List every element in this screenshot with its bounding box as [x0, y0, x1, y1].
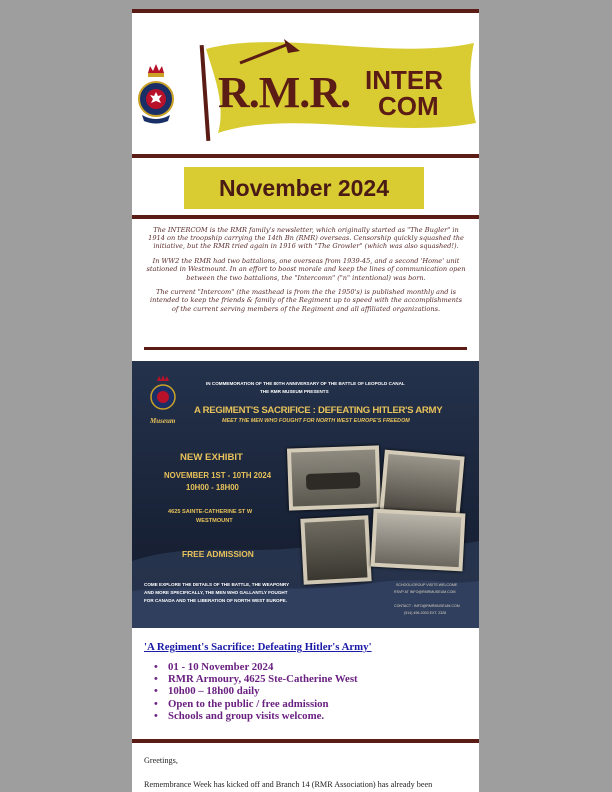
photo-tank [287, 445, 381, 510]
intro-text [146, 226, 466, 319]
masthead [132, 15, 479, 153]
poster-contact-line-3: CONTACT : INFO@RMRMUSEUM.COM [394, 604, 460, 608]
masthead-title-inter: INTER [365, 65, 443, 95]
poster-explore-line-3: FOR CANADA AND THE LIBERATION OF NORTH WEST EUROPE. [144, 598, 287, 603]
exhibit-poster [132, 361, 479, 628]
poster-title: A REGIMENT'S SACRIFICE : DEFEATING HITLER'S ARMY [194, 405, 443, 416]
intro-paragraph-2: In WW2 the RMR had two battalions, one overseas from 1939-45, and a second 'Home' unit stationed in Westmount. In an effort to boost morale and keep the lines of communication open between the two battalions, the "Intercomn" ("n" intentional) was born. [146, 257, 466, 282]
event-detail-dates: • 01 - 10 November 2024 [154, 661, 358, 673]
issue-month-banner [184, 167, 424, 209]
poster-address-line-2: WESTMOUNT [196, 518, 233, 524]
event-detail-admission: • Open to the public / free admission [154, 698, 358, 710]
poster-address-line-1: 4625 SAINTE-CATHERINE ST W [168, 509, 253, 515]
photo-canal [371, 509, 466, 572]
photo-group [300, 515, 371, 584]
newsletter-page [132, 9, 479, 792]
intro-paragraph-3: The current "Intercom" (the masthead is from the the 1950's) is published monthly and is intended to keep the friends & family of the Regiment up to speed with the accomplishments of the current serving members of the Regiment and all affiliated organizations. [150, 288, 462, 313]
top-rule [132, 9, 479, 13]
poster-contact-line-4: (514) 496-2003 EXT. 2328 [404, 611, 447, 615]
month-rule [132, 215, 479, 219]
poster-hours: 10H00 - 18H00 [186, 483, 239, 492]
poster-presents: THE RMR MUSEUM PRESENTS [260, 389, 329, 394]
event-details-list [154, 661, 358, 722]
intro-paragraph-1: The INTERCOM is the RMR family's newsletter, which originally started as "The Bugler" in 1914 on the troopship carrying the 14th Bn (RMR) overseas. Censorship quickly squashed the initiative, but the RMR tried again in 1916 with "The Growler" (which was also squashed!). [148, 226, 464, 251]
exhibit-title-link[interactable]: 'A Regiment's Sacrifice: Defeating Hitler's Army' [144, 641, 372, 653]
event-rule [132, 739, 479, 743]
poster-explore-line-2: AND MORE SPECIFICALLY, THE MEN WHO GALLANTLY FOUGHT [144, 590, 288, 595]
regimental-crest-icon [136, 63, 176, 127]
event-detail-location: • RMR Armoury, 4625 Ste-Catherine West [154, 673, 358, 685]
event-detail-groups: • Schools and group visits welcome. [154, 710, 358, 722]
intro-rule [144, 347, 467, 350]
poster-admission: FREE ADMISSION [182, 549, 254, 559]
masthead-title-rmr: R.M.R. [218, 68, 351, 117]
issue-month: November 2024 [218, 174, 390, 201]
letter-greeting: Greetings, [144, 756, 178, 765]
letter-body-line: Remembrance Week has kicked off and Branch 14 (RMR Association) has already been [144, 780, 433, 789]
poster-contact-line-1: SCHOOL/GROUP VISITS WELCOME [396, 583, 458, 587]
poster-contact-line-2: RSVP AT INFO@RMRMUSEUM.COM [394, 590, 456, 594]
poster-crest-icon [148, 375, 178, 415]
poster-dates: NOVEMBER 1ST - 10TH 2024 [164, 471, 272, 480]
poster-new-exhibit: NEW EXHIBIT [180, 452, 243, 463]
masthead-title-com: COM [378, 91, 439, 121]
poster-museum-label: Museum [150, 417, 176, 425]
poster-commemoration: IN COMMEMORATION OF THE 80TH ANNIVERSARY OF THE BATTLE OF LEOPOLD CANAL [206, 381, 405, 386]
event-detail-hours: • 10h00 – 18h00 daily [154, 685, 358, 697]
masthead-rule [132, 154, 479, 158]
poster-subtitle: MEET THE MEN WHO FOUGHT FOR NORTH WEST EUROPE'S FREEDOM [222, 418, 410, 424]
poster-explore-line-1: COME EXPLORE THE DETAILS OF THE BATTLE, THE WEAPONRY [144, 582, 290, 587]
